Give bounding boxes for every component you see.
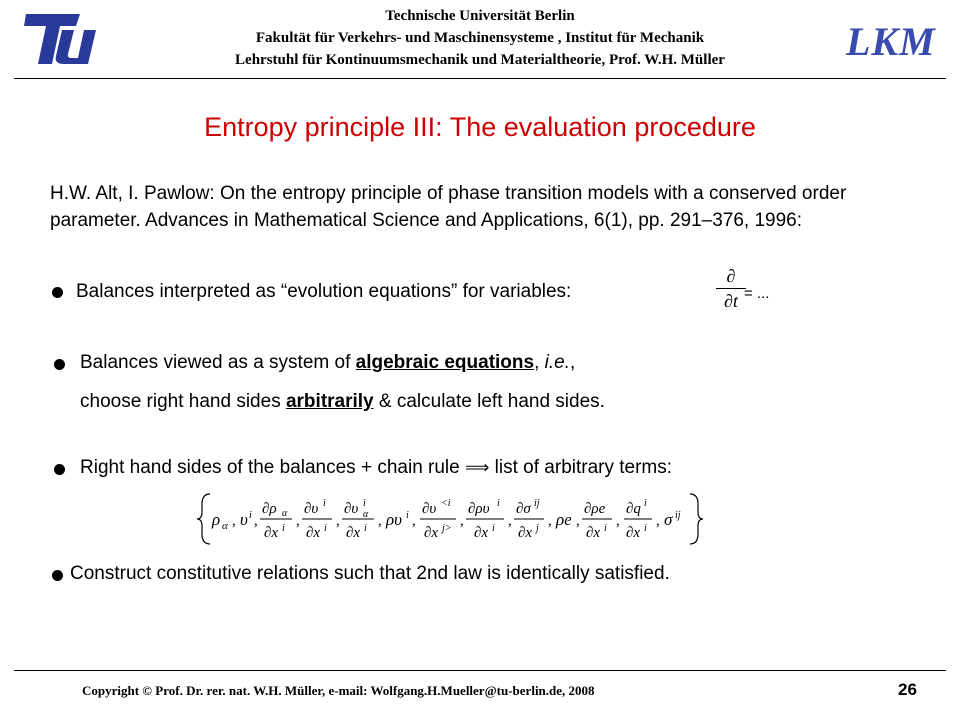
header-chair: Lehrstuhl für Kontinuumsmechanik und Materialtheorie, Prof. W.H. Müller xyxy=(235,52,725,68)
svg-text:,: , xyxy=(378,513,382,529)
header-rule xyxy=(14,78,946,79)
svg-text:,: , xyxy=(616,513,620,529)
svg-text:α: α xyxy=(363,509,369,520)
svg-text:∂q: ∂q xyxy=(626,501,641,517)
svg-text:∂x: ∂x xyxy=(626,525,641,541)
svg-text:∂ρυ: ∂ρυ xyxy=(468,501,490,517)
bullet-arbitrarily: choose right hand sides arbitrarily & calculate left hand sides. xyxy=(80,391,605,412)
bullet-dot xyxy=(54,359,65,370)
partial-derivative: ∂ ∂t xyxy=(716,266,746,311)
svg-text:∂x: ∂x xyxy=(424,525,439,541)
footer-copyright: Copyright © Prof. Dr. rer. nat. W.H. Müller, e-mail: Wolfgang.H.Mueller@tu-berlin.de, 2008 xyxy=(82,683,595,698)
svg-text:i: i xyxy=(363,498,366,509)
svg-text:∂ρe: ∂ρe xyxy=(584,501,606,517)
svg-text:υ: υ xyxy=(240,510,248,529)
svg-text:i: i xyxy=(282,523,285,534)
svg-text:ρυ: ρυ xyxy=(386,510,402,529)
svg-text:σ: σ xyxy=(664,510,673,529)
svg-text:ij: ij xyxy=(675,510,681,521)
bullet-dot xyxy=(52,287,63,298)
svg-text:∂x: ∂x xyxy=(264,525,279,541)
bullet-constitutive-relations: Construct constitutive relations such that 2nd law is identically satisfied. xyxy=(70,563,670,584)
svg-text:i: i xyxy=(644,523,647,534)
svg-text:∂υ: ∂υ xyxy=(344,501,359,517)
svg-text:,: , xyxy=(576,513,580,529)
svg-text:<i: <i xyxy=(441,498,451,509)
svg-text:i: i xyxy=(644,498,647,509)
svg-text:berlin: berlin xyxy=(106,34,116,59)
lkm-logo: LKM xyxy=(846,19,936,64)
svg-text:,: , xyxy=(254,513,258,529)
svg-text:∂x: ∂x xyxy=(474,525,489,541)
bullet-evolution-equations: Balances interpreted as “evolution equations” for variables: xyxy=(76,281,572,302)
svg-text:i: i xyxy=(492,523,495,534)
svg-text:i: i xyxy=(406,510,409,521)
svg-text:∂x: ∂x xyxy=(346,525,361,541)
svg-text:∂υ: ∂υ xyxy=(304,501,319,517)
svg-text:,: , xyxy=(336,513,340,529)
svg-text:ρ: ρ xyxy=(212,510,221,529)
svg-text:j: j xyxy=(536,523,539,534)
svg-text:∂σ: ∂σ xyxy=(516,501,531,517)
svg-text:∂x: ∂x xyxy=(586,525,601,541)
footer-rule xyxy=(14,670,946,671)
svg-text:,: , xyxy=(656,513,660,529)
svg-text:,: , xyxy=(548,513,552,529)
header-university: Technische Universität Berlin xyxy=(385,8,575,24)
svg-text:j>: j> xyxy=(442,523,452,534)
equals-dots: = ... xyxy=(744,285,770,302)
svg-text:∂υ: ∂υ xyxy=(422,501,437,517)
svg-text:i: i xyxy=(323,498,326,509)
svg-text:ρe: ρe xyxy=(556,510,572,529)
slide-title: Entropy principle III: The evaluation procedure xyxy=(204,112,756,142)
svg-text:ij: ij xyxy=(534,498,540,509)
bullet-chain-rule: Right hand sides of the balances + chain rule ⟹ list of arbitrary terms: xyxy=(80,457,673,478)
svg-text:i: i xyxy=(497,498,500,509)
svg-text:∂x: ∂x xyxy=(306,525,321,541)
arbitrary-terms-formula xyxy=(196,490,716,548)
svg-text:i: i xyxy=(604,523,607,534)
reference-text: H.W. Alt, I. Pawlow: On the entropy principle of phase transition models with a conserved order parameter. Advances in Mathematical Science and Applications, 6(1), pp. 291–376, 1996: xyxy=(50,183,847,231)
svg-text:i: i xyxy=(249,510,252,521)
svg-text:∂x: ∂x xyxy=(518,525,533,541)
bullet-algebraic-equations: Balances viewed as a system of algebraic equations, i.e., xyxy=(80,352,576,373)
svg-text:,: , xyxy=(232,513,236,529)
svg-text:,: , xyxy=(508,513,512,529)
svg-text:α: α xyxy=(282,508,288,519)
svg-text:i: i xyxy=(324,523,327,534)
svg-text:,: , xyxy=(460,513,464,529)
svg-text:∂ρ: ∂ρ xyxy=(262,501,277,517)
page-number: 26 xyxy=(898,680,917,699)
svg-text:,: , xyxy=(412,513,416,529)
svg-text:i: i xyxy=(364,523,367,534)
header-faculty: Fakultät für Verkehrs- und Maschinensysteme , Institut für Mechanik xyxy=(255,30,705,46)
svg-text:,: , xyxy=(296,513,300,529)
svg-text:α: α xyxy=(222,520,228,532)
bullet-dot xyxy=(52,570,63,581)
bullet-dot xyxy=(54,464,65,475)
